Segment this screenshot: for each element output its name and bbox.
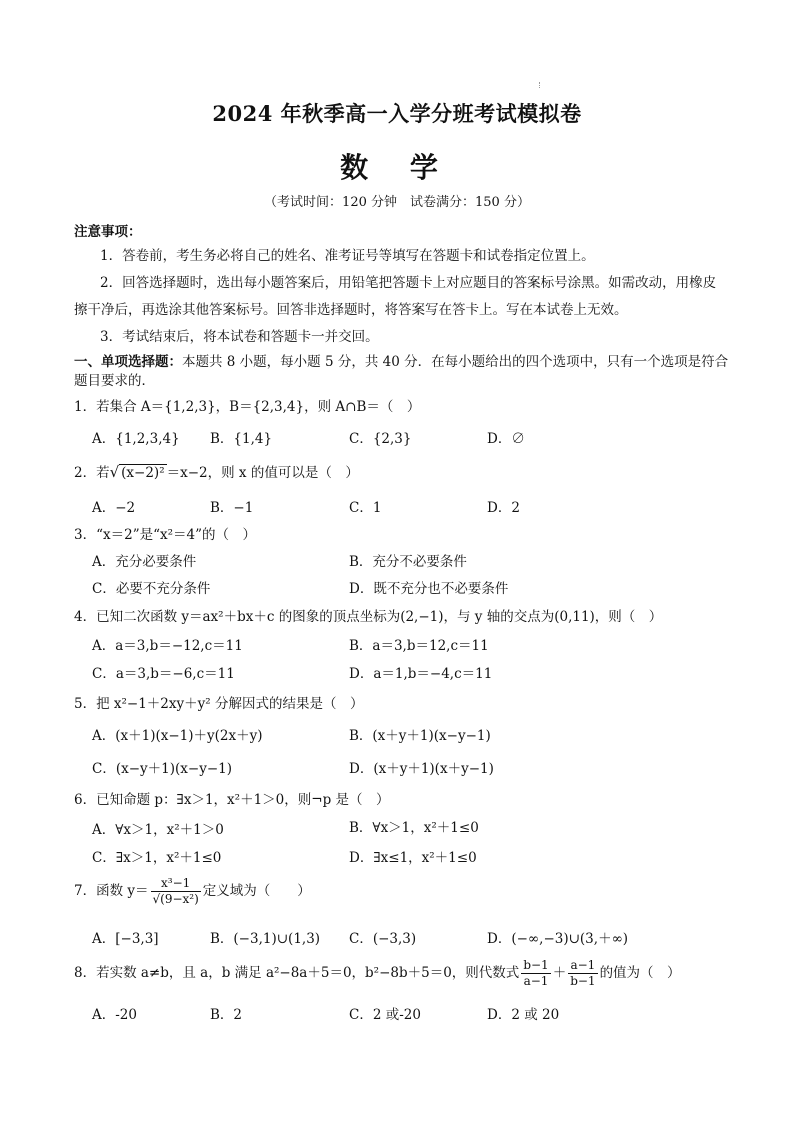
subject-title: 数 学 [340,151,454,184]
question-5-option-a: A．(x＋1)(x−1)＋y(2x＋y) [92,728,263,744]
question-2-option-c: C．1 [349,500,382,516]
plus-sign: ＋ [552,965,567,981]
question-2-radicand: (x−2)² [121,465,165,481]
question-8-option-d: D．2 或 20 [487,1007,560,1023]
question-8-fraction-1 [521,958,550,989]
question-8-prefix: 8．若实数 a≠b，且 a，b 满足 a²−8a＋5＝0，b²−8b＋5＝0，则代数式 [74,965,520,981]
question-8-option-b: B．2 [210,1007,243,1023]
notice-item-1: 1．答卷前，考生务必将自己的姓名、准考证号等填写在答题卡和试卷指定位置上。 [100,248,595,264]
question-6-stem: 6．已知命题 p：∃x＞1，x²＋1＞0，则¬p 是（ ） [74,792,390,808]
exam-info: （考试时间：120 分钟 试卷满分：150 分） [264,195,530,210]
question-4-option-b: B．a＝3,b＝12,c＝11 [349,638,489,654]
exam-title: 2024 年秋季高一入学分班考试模拟卷 [212,101,582,126]
question-1-option-c: C．{2,3} [349,431,412,447]
question-7-option-c: C．(−3,3) [349,931,417,947]
question-7-option-b: B．(−3,1)∪(1,3) [210,931,321,947]
question-3-option-b: B．充分不必要条件 [349,554,467,570]
notice-item-2: 2．回答选择题时，选出每小题答案后，用铅笔把答题卡上对应题目的答案标号涂黑。如需改动，用橡皮擦干净后，再选涂其他答案标号。回答非选择题时，将答案写在答卡上。写在本试卷上无效。 [74,275,717,318]
fraction-numerator: x³−1 [151,876,201,892]
question-4-option-a: A．a＝3,b＝−12,c＝11 [92,638,243,654]
question-5-option-c: C．(x−y＋1)(x−y−1) [92,761,232,777]
question-8-suffix: 的值为（ ） [599,965,681,981]
section-label: 一、单项选择题： [74,354,182,370]
notice-heading: 注意事项： [74,224,142,240]
question-7-suffix: 定义域为（ ） [202,883,311,899]
question-2-option-d: D．2 [487,500,520,516]
fraction-denominator: √(9−x²) [152,892,199,906]
question-3-option-d: D．既不充分也不必要条件 [349,581,509,597]
question-8-option-c: C．2 或-20 [349,1007,421,1023]
question-2-suffix: ＝x−2，则 x 的值可以是（ ） [166,465,359,481]
question-6-option-b: B．∀x＞1，x²＋1≤0 [349,820,479,836]
question-2-prefix: 2．若 [74,465,110,481]
question-6-option-a: A．∀x＞1，x²＋1＞0 [92,822,224,838]
fraction-numerator: a−1 [568,958,597,974]
question-7-fraction [151,876,201,907]
question-1-option-b: B．{1,4} [210,431,273,447]
radical-sign: √ [109,463,120,481]
question-4-option-d: D．a＝1,b＝−4,c＝11 [349,666,493,682]
question-8-option-a: A．-20 [92,1007,137,1023]
question-1-option-d: D．∅ [487,431,525,447]
question-7-option-a: A．[−3,3] [92,931,159,947]
question-1-option-a: A．{1,2,3,4} [92,431,180,447]
question-8-stem [74,958,681,989]
fraction-denominator: a−1 [523,974,549,988]
question-4-option-c: C．a＝3,b＝−6,c＝11 [92,666,235,682]
fraction-numerator: b−1 [523,958,549,972]
question-5-stem: 5．把 x²−1＋2xy＋y² 分解因式的结果是（ ） [74,696,364,712]
question-8-fraction-2 [568,958,597,989]
question-5-option-d: D．(x＋y＋1)(x＋y−1) [349,761,494,777]
question-3-stem: 3．“x＝2”是“x²＝4”的（ ） [74,527,257,543]
question-4-stem: 4．已知二次函数 y＝ax²＋bx＋c 的图象的顶点坐标为(2,−1)，与 y 轴的交点为(0,11)，则（ ） [74,609,663,625]
section-text: 本题共 8 小题，每小题 5 分，共 40 分．在每小题给出的四个选项中，只有一个选项是符合题目要求的． [74,354,729,389]
question-3-option-c: C．必要不充分条件 [92,581,211,597]
question-6-option-d: D．∃x≤1，x²＋1≤0 [349,850,477,866]
question-2-stem [74,461,359,481]
question-5-option-b: B．(x＋y＋1)(x−y−1) [349,728,491,744]
question-2-option-b: B．−1 [210,500,254,516]
question-3-option-a: A．充分必要条件 [92,554,197,570]
question-7-option-d: D．(−∞,−3)∪(3,＋∞) [487,931,629,947]
question-1-stem: 1．若集合 A＝{1,2,3}，B＝{2,3,4}，则 A∩B＝（ ） [74,399,421,415]
fraction-denominator: b−1 [570,974,596,988]
notice-item-3: 3．考试结束后，将本试卷和答题卡一并交回。 [100,329,379,345]
question-7-stem [74,876,311,907]
notice-list [74,243,724,351]
scan-mark [539,82,542,88]
question-2-option-a: A．−2 [92,500,136,516]
section-heading [74,353,729,391]
question-6-option-c: C．∃x＞1，x²＋1≤0 [92,850,222,866]
question-7-prefix: 7．函数 y＝ [74,883,149,899]
